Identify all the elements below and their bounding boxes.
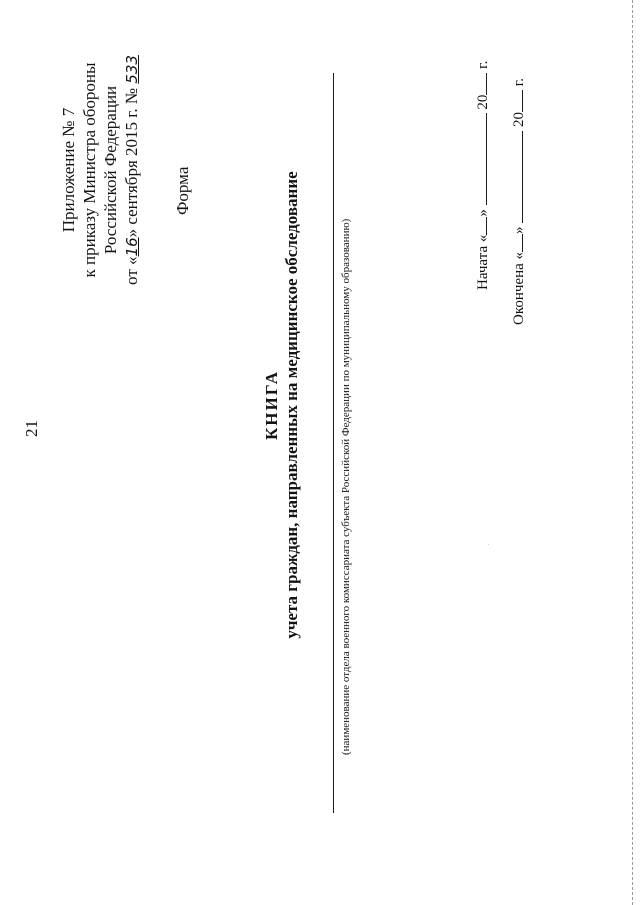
end-month-field[interactable]	[508, 131, 523, 223]
start-date-label: Начата «	[475, 234, 491, 290]
order-date-middle: » сентября 2015 г. №	[122, 87, 141, 238]
scan-speck	[488, 544, 489, 545]
start-year-suffix: г.	[475, 60, 491, 69]
end-date-label: Окончена «	[511, 251, 527, 325]
scan-edge-line	[632, 0, 633, 905]
end-date-row	[508, 78, 528, 325]
start-year-prefix: 20	[475, 94, 491, 110]
end-quote-close: »	[511, 226, 527, 234]
book-subtitle: учета граждан, направленных на медицинское обследование	[282, 171, 301, 639]
order-date-prefix: от «	[122, 256, 141, 285]
book-title: КНИГА	[262, 370, 281, 441]
appendix-header	[58, 30, 143, 310]
order-day: 16	[123, 237, 141, 257]
appendix-line-3: Российской Федерации	[101, 85, 120, 255]
name-entry-line[interactable]	[333, 73, 334, 813]
end-year-field[interactable]	[508, 90, 523, 112]
page-number: 21	[22, 420, 41, 437]
end-day-field[interactable]	[508, 234, 523, 252]
appendix-line-1: Приложение № 7	[59, 107, 78, 233]
order-number: 533	[123, 55, 141, 84]
appendix-line-4	[121, 30, 143, 310]
appendix-line-2: к приказу Министра обороны	[80, 62, 99, 278]
name-entry-caption: (наименование отдела военного комиссариата субъекта Российской Федерации по муниципальному образованию)	[340, 218, 352, 755]
end-year-suffix: г.	[511, 78, 527, 87]
start-quote-close: »	[475, 209, 491, 217]
start-year-field[interactable]	[472, 73, 487, 95]
start-month-field[interactable]	[472, 113, 487, 205]
form-label: Форма	[173, 166, 192, 215]
start-date-row	[472, 61, 492, 290]
end-year-prefix: 20	[511, 111, 527, 127]
start-day-field[interactable]	[472, 217, 487, 235]
